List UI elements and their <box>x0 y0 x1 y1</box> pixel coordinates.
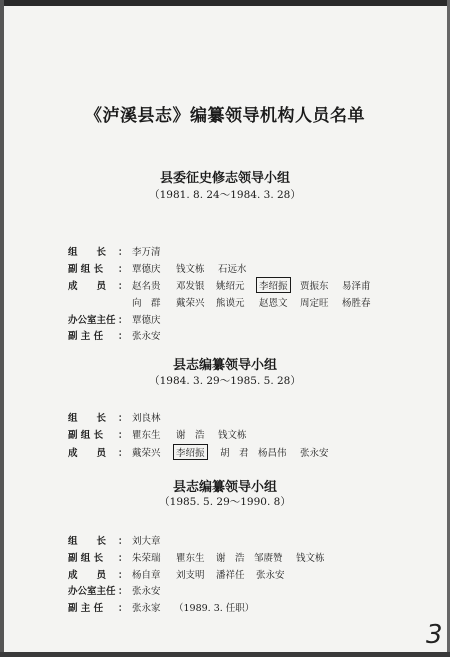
scan-top-edge <box>0 0 450 6</box>
member-name: 胡 君 <box>220 448 249 459</box>
row-label: 副 主 任 <box>68 603 104 614</box>
member-name: 钱文栋 <box>218 430 247 441</box>
member-name: 姚绍元 <box>216 281 245 292</box>
section-2-title: 县志编纂领导小组 <box>172 358 277 373</box>
row-label: 组 长 <box>68 247 107 258</box>
member-name: 易泽甫 <box>342 281 371 292</box>
member-name: 钱文栋 <box>296 553 325 564</box>
member-name-boxed: 李绍振 <box>256 277 291 293</box>
page-title: 《泸溪县志》编纂领导机构人员名单 <box>85 106 365 126</box>
member-name: 刘大章 <box>132 536 161 547</box>
member-name: 熊谟元 <box>216 298 245 309</box>
member-name: 谢 浩 <box>216 553 245 564</box>
page-number-handwritten: 3 <box>426 620 443 650</box>
member-name: 刘良林 <box>132 413 161 424</box>
row-label: 成 员 <box>68 281 107 292</box>
member-name: 张永安 <box>256 570 285 581</box>
member-name: 石远水 <box>218 264 247 275</box>
member-name: 杨自章 <box>132 570 161 581</box>
section-2-date: （1984. 3. 29～1985. 5. 28） <box>149 375 301 387</box>
member-name: 邓发银 <box>176 281 205 292</box>
member-name: 刘支明 <box>176 570 205 581</box>
member-name: 戴荣兴 <box>176 298 205 309</box>
row-label: 副 组 长 <box>68 553 104 564</box>
row-label: 组 长 <box>68 536 107 547</box>
member-name: 赵恩文 <box>259 298 288 309</box>
member-name: 戴荣兴 <box>132 448 161 459</box>
member-name: 周定旺 <box>300 298 329 309</box>
member-name: 覃德庆 <box>132 315 161 326</box>
member-name: 张永安 <box>132 586 161 597</box>
member-name: 瞿东生 <box>132 430 161 441</box>
row-label: 副 组 长 <box>68 430 104 441</box>
member-name: 张永安 <box>300 448 329 459</box>
section-1-date: （1981. 8. 24～1984. 3. 28） <box>149 189 301 201</box>
member-name: 张永家 <box>132 603 161 614</box>
scan-left-edge <box>0 0 4 657</box>
section-3-title: 县志编纂领导小组 <box>172 480 277 495</box>
section-3-date: （1985. 5. 29～1990. 8） <box>159 496 291 508</box>
member-name: 瞿东生 <box>176 553 205 564</box>
member-name: 潘祥任 <box>216 570 245 581</box>
scan-bottom-edge <box>0 652 450 657</box>
member-name: 邹赓赞 <box>254 553 283 564</box>
member-name: 李万清 <box>132 247 161 258</box>
row-label: 成 员 <box>68 570 107 581</box>
row-label: 成 员 <box>68 448 107 459</box>
member-name: 杨胜春 <box>342 298 371 309</box>
row-label: 副 组 长 <box>68 264 104 275</box>
member-note: （1989. 3. 任职） <box>174 603 255 614</box>
member-name: 赵名贵 <box>132 281 161 292</box>
row-label: 组 长 <box>68 413 107 424</box>
row-label: 副 主 任 <box>68 331 104 342</box>
row-label: 办公室主任 <box>68 315 116 326</box>
member-name: 向 群 <box>132 298 161 309</box>
member-name: 张永安 <box>132 331 161 342</box>
member-name: 覃德庆 <box>132 264 161 275</box>
member-name: 钱文栋 <box>176 264 205 275</box>
member-name: 杨昌伟 <box>258 448 287 459</box>
row-label: 办公室主任 <box>68 586 116 597</box>
member-name: 贾振东 <box>300 281 329 292</box>
member-name: 朱荣瑞 <box>132 553 161 564</box>
member-name: 谢 浩 <box>176 430 205 441</box>
member-name-boxed: 李绍振 <box>173 444 208 460</box>
section-1-title: 县委征史修志领导小组 <box>159 171 290 186</box>
